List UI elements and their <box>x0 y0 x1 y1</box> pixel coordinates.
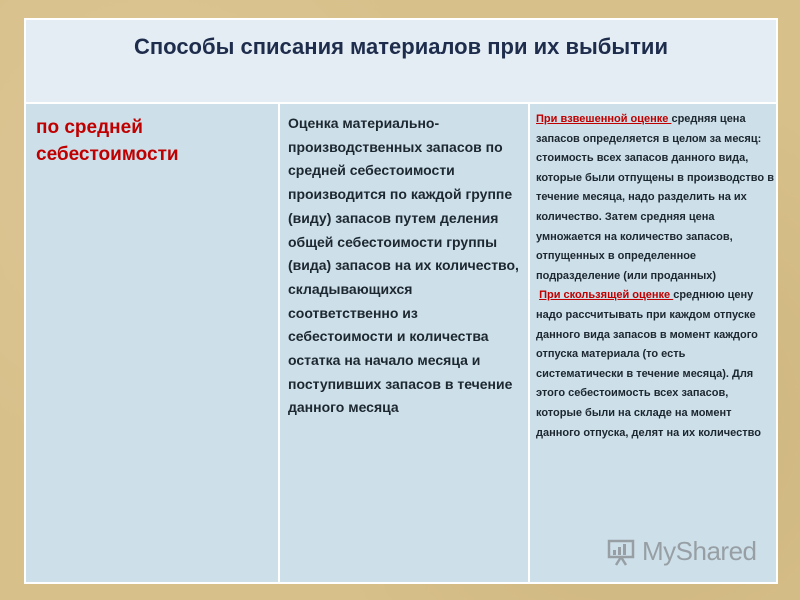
moving-text: среднюю цену надо рассчитывать при каждом отпуске данного вида запасов в момент каждого отпуска материала (то есть систематически в течение месяца). Для этого себестоимость всех запасов, которые были на складе на момент данного отпуска, делят на их количество <box>536 289 761 439</box>
presentation-board-icon <box>606 537 636 567</box>
details-cell <box>528 104 776 582</box>
method-description: Оценка материально-производственных запасов по средней себестоимости производится по каждой группе (виду) запасов путем деления общей себестоимости группы (вида) запасов на их количество, складывающихся соответственно из себестоимости и количества остатка на начало месяца и поступивших запасов в течение данного месяца <box>288 115 519 416</box>
details-text <box>536 110 774 443</box>
table-row <box>26 104 776 582</box>
method-cell <box>26 104 278 582</box>
weighted-label: При взвешенной оценке <box>536 113 672 125</box>
slide-table <box>24 18 778 584</box>
weighted-text: средняя цена запасов определяется в целом за месяц: стоимость всех запасов данного вида, которые были отпущены в производство в течение месяца, надо разделить на их количество. Затем средняя цена умножается на количество запасов, отпущенных в определенное подразделение (или проданных) <box>536 113 774 282</box>
moving-label: При скользящей оценке <box>539 289 674 302</box>
description-cell <box>278 104 528 582</box>
slide-title: Способы списания материалов при их выбытии <box>134 34 668 59</box>
watermark-logo <box>606 536 757 567</box>
table-header <box>26 20 776 104</box>
method-name: по средней себестоимости <box>36 117 179 165</box>
watermark-text: MyShared <box>642 536 757 566</box>
